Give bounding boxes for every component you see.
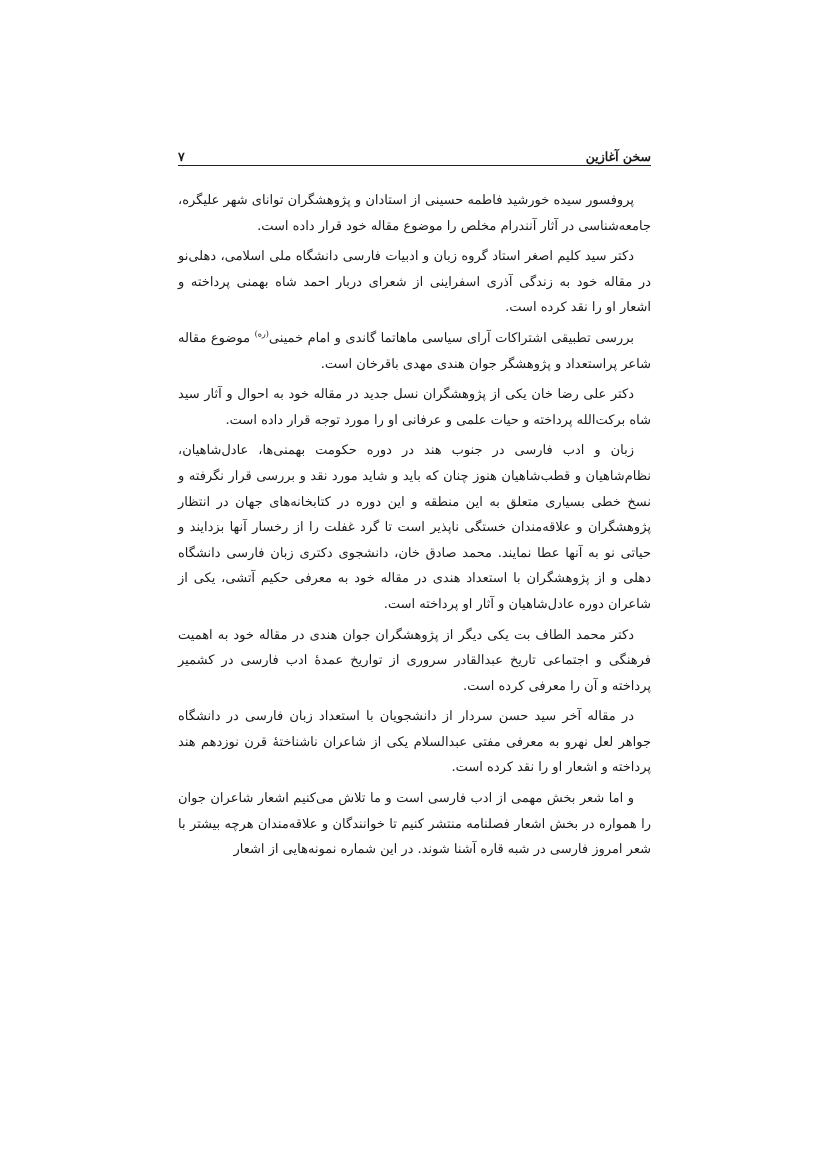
paragraph-7: در مقاله آخر سید حسن سردار از دانشجویان با استعداد زبان فارسی در دانشگاه جواهر لعل نهرو به معرفی مفتی عبدالسلام یکی از شاعران ناشناختهٔ قرن نوزدهم هند پرداخته و اشعار او را نقد کرده است. (178, 709, 651, 776)
paragraph-2: دکتر سید کلیم اصغر استاد گروه زبان و ادبیات فارسی دانشگاه ملی اسلامی، دهلی‌نو در مقاله خود به زندگی آذری اسفراینی از شعرای دربار احمد شاه بهمنی پرداخته و اشعار او را نقد کرده است. (178, 249, 651, 316)
page-number: ۷ (178, 149, 185, 164)
paragraph-6: دکتر محمد الطاف بت یکی دیگر از پژوهشگران جوان هندی در مقاله خود به اهمیت فرهنگی و اجتماعی تاریخ عبدالقادر سروری از تواریخ عمدهٔ ادب فارسی در کشمیر پرداخته و آن را معرفی کرده است. (178, 627, 651, 694)
honorific-superscript: (ره) (254, 329, 269, 339)
paragraph-3-text-after: موضوع مقاله شاعر پراستعداد و پژوهشگر جوان هندی مهدی باقرخان است. (178, 330, 651, 372)
paragraph-4: دکتر علی رضا خان یکی از پژوهشگران نسل جدید در مقاله خود به احوال و آثار سید شاه برکت‌الله پرداخته و حیات علمی و عرفانی او را مورد توجه قرار داده است. (178, 387, 651, 428)
paragraph-5: زبان و ادب فارسی در جنوب هند در دوره حکومت بهمنی‌ها، عادل‌شاهیان، نظام‌شاهیان و قطب‌شاهیان هنوز چنان که باید و شاید مورد نقد و بررسی قرار نگرفته و نسخ خطی بسیاری متعلق به این منطقه و این دوره در کتابخانه‌های جهان در انتظار پژوهشگران و علاقه‌مندان خستگی ناپذیر است تا گرد غفلت را از رخسار آنها بزدایند و حیاتی نو به آنها عطا نمایند. محمد صادق خان، دانشجوی دکتری زبان فارسی دانشگاه دهلی و از پژوهشگران با استعداد هندی در مقاله خود به معرفی حکیم آتشی، یکی از شاعران دوره عادل‌شاهیان و آثار او پرداخته است. (178, 443, 651, 612)
paragraph-8: و اما شعر بخش مهمی از ادب فارسی است و ما تلاش می‌کنیم اشعار شاعران جوان را همواره در بخش اشعار فصلنامه منتشر کنیم تا خوانندگان و علاقه‌مندان هرچه بیشتر با شعر امروز فارسی در شبه قاره آشنا شوند. در این شماره نمونه‌هایی از اشعار (178, 791, 651, 858)
header-rule (178, 165, 651, 166)
running-header (178, 140, 651, 164)
header-title: سخن آغازین (585, 149, 651, 164)
paragraph-3 (178, 326, 651, 377)
paragraph-1: پروفسور سیده خورشید فاطمه حسینی از استادان و پژوهشگران توانای شهر علیگره، جامعه‌شناسی در آثار آنندرام مخلص را موضوع مقاله خود قرار داده است. (178, 193, 651, 234)
body-text (178, 188, 651, 868)
paragraph-3-text: بررسی تطبیقی اشتراکات آرای سیاسی ماهاتما گاندی و امام خمینی (268, 330, 634, 346)
